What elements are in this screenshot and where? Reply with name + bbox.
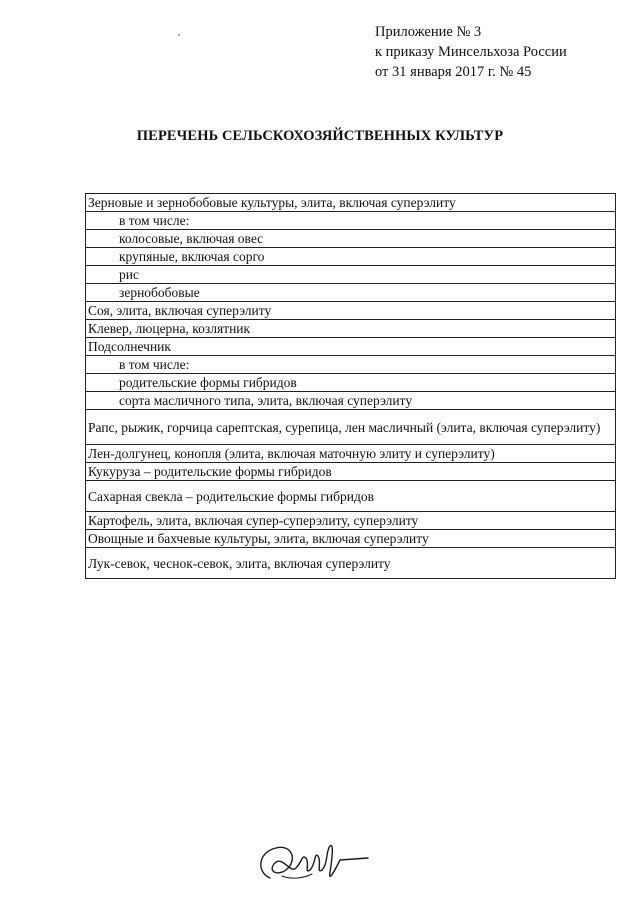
table-cell: сорта масличного типа, элита, включая суперэлиту <box>86 392 616 410</box>
table-row <box>86 320 616 338</box>
crops-table <box>85 193 616 579</box>
table-row <box>86 356 616 374</box>
appendix-line-2: к приказу Минсельхоза России <box>375 44 567 60</box>
scan-speck <box>178 34 180 36</box>
table-cell: Клевер, люцерна, козлятник <box>86 320 616 338</box>
table-cell: Картофель, элита, включая супер-суперэлиту, суперэлиту <box>86 512 616 530</box>
table-row <box>86 392 616 410</box>
table-row <box>86 548 616 579</box>
table-row <box>86 512 616 530</box>
table-cell: Кукуруза – родительские формы гибридов <box>86 463 616 481</box>
document-title: ПЕРЕЧЕНЬ СЕЛЬСКОХОЗЯЙСТВЕННЫХ КУЛЬТУР <box>136 128 504 144</box>
table-cell: Подсолнечник <box>86 338 616 356</box>
table-cell: в том числе: <box>86 212 616 230</box>
table-cell: рис <box>86 266 616 284</box>
table-cell: Овощные и бахчевые культуры, элита, включая суперэлиту <box>86 530 616 548</box>
signature <box>252 838 372 888</box>
table-cell: зернобобовые <box>86 284 616 302</box>
table-cell: Зерновые и зернобобовые культуры, элита, включая суперэлиту <box>86 194 616 212</box>
table-row <box>86 445 616 463</box>
table-cell: крупяные, включая сорго <box>86 248 616 266</box>
table-cell: колосовые, включая овес <box>86 230 616 248</box>
table-row <box>86 530 616 548</box>
appendix-line-1: Приложение № 3 <box>375 24 482 40</box>
table-cell: Лен-долгунец, конопля (элита, включая маточную элиту и суперэлиту) <box>86 445 616 463</box>
table-row <box>86 338 616 356</box>
table-row <box>86 374 616 392</box>
table-cell: Сахарная свекла – родительские формы гибридов <box>86 481 616 512</box>
table-row <box>86 302 616 320</box>
table-row <box>86 212 616 230</box>
table-cell: Соя, элита, включая суперэлиту <box>86 302 616 320</box>
table-cell: родительские формы гибридов <box>86 374 616 392</box>
table-cell: Рапс, рыжик, горчица сарептская, сурепица, лен масличный (элита, включая суперэлиту) <box>86 410 616 445</box>
table-row <box>86 463 616 481</box>
table-row <box>86 284 616 302</box>
table-row <box>86 230 616 248</box>
table-cell: в том числе: <box>86 356 616 374</box>
table-row <box>86 194 616 212</box>
table-row <box>86 266 616 284</box>
appendix-line-3: от 31 января 2017 г. № 45 <box>375 64 532 80</box>
table-row <box>86 481 616 512</box>
appendix-header <box>375 22 567 82</box>
table-row <box>86 410 616 445</box>
table-row <box>86 248 616 266</box>
table-cell: Лук-севок, чеснок-севок, элита, включая суперэлиту <box>86 548 616 579</box>
